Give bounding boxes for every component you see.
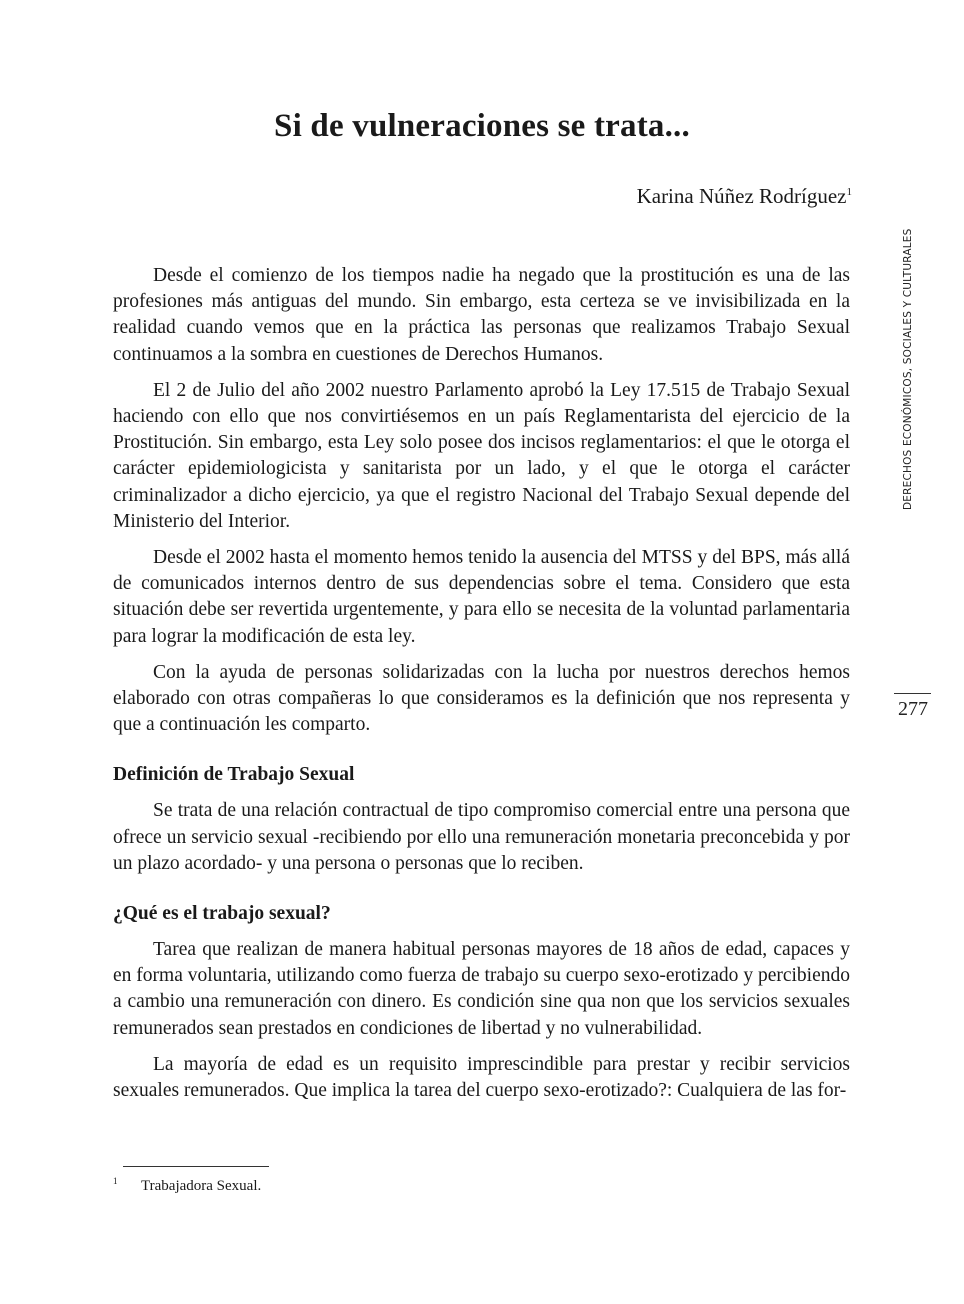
body-text — [113, 263, 850, 1114]
section-heading-what-is: ¿Qué es el trabajo sexual? — [113, 903, 331, 925]
footnote-mark: 1 — [113, 1176, 118, 1186]
paragraph: Con la ayuda de personas solidarizadas con la lucha por nuestros derechos hemos elaborado con otras compañeras lo que consideramos es la definición que nos representa y que a continuación les comparto. — [113, 661, 850, 736]
footnote — [113, 1176, 261, 1195]
paragraph: El 2 de Julio del año 2002 nuestro Parlamento aprobó la Ley 17.515 de Trabajo Sexual haciendo con ello que nos convirtiésemos en un país Reglamentarista del ejercicio de la Prostitución. Sin embargo, esta Ley solo posee dos incisos reglamentarios: el que le otorga el carácter epidemiologicista y sanitarista por un lado, y el que le otorga el carácter criminalizador a dicho ejercicio, ya que el registro Nacional del Trabajo Sexual depende del Ministerio del Interior. — [113, 379, 850, 532]
footnote-rule — [123, 1166, 269, 1167]
paragraph: Desde el comienzo de los tiempos nadie ha negado que la prostitución es una de las profesiones más antiguas del mundo. Sin embargo, esta certeza se ve invisibilizada en la realidad cuando vemos que en la práctica las personas que realizamos Trabajo Sexual continuamos a la sombra en cuestiones de Derechos Humanos. — [113, 265, 850, 365]
paragraph: Tarea que realizan de manera habitual personas mayores de 18 años de edad, capaces y en forma voluntaria, utilizando como fuerza de trabajo su cuerpo sexo-erotizado y percibiendo a cambio una remuneración con dinero. Es condición sine qua non que los servicios sexuales remunerados sean prestados en condiciones de libertad y no vulnerabilidad. — [113, 939, 850, 1039]
paragraph: La mayoría de edad es un requisito imprescindible para prestar y recibir servicios sexuales remunerados. Que implica la tarea del cuerpo sexo-erotizado?: Cualquiera de las for- — [113, 1053, 850, 1102]
paragraph: Se trata de una relación contractual de tipo compromiso comercial entre una persona que ofrece un servicio sexual -recibiendo por ello una remuneración monetaria preconcebida y por un plazo acordado- y una persona o personas que lo reciben. — [113, 800, 850, 874]
page-number: 277 — [898, 698, 928, 720]
running-header: DERECHOS ECONÓMICOS, SOCIALES Y CULTURALES — [902, 228, 914, 510]
author-footnote-mark: 1 — [846, 186, 852, 198]
footnote-text: Trabajadora Sexual. — [141, 1178, 262, 1194]
paragraph: Desde el 2002 hasta el momento hemos tenido la ausencia del MTSS y del BPS, más allá de comunicados internos dentro de sus dependencias sobre el tema. Considero que esta situación debe ser revertida urgentemente, y para ello se necesita de la voluntad parlamentaria para lograr la modificación de esta ley. — [113, 547, 850, 647]
author-name: Karina Núñez Rodríguez — [636, 184, 847, 208]
page-title: Si de vulneraciones se trata... — [274, 108, 690, 144]
section-heading-definition: Definición de Trabajo Sexual — [113, 764, 355, 786]
author-line — [637, 184, 852, 209]
page-number-rule — [894, 693, 931, 694]
